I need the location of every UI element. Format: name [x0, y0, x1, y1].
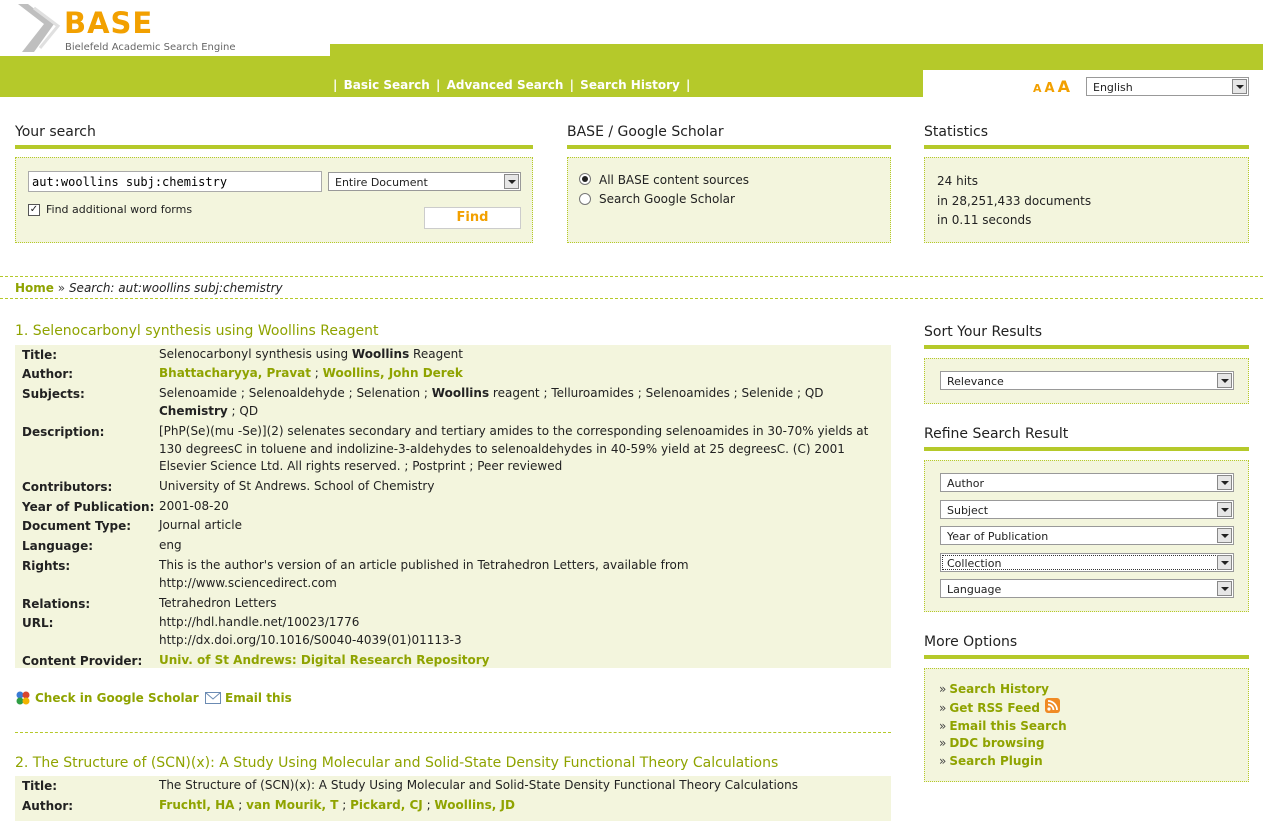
option-search-plugin[interactable]: » Search Plugin — [939, 754, 1043, 768]
breadcrumb-home[interactable]: Home — [15, 281, 54, 295]
main-nav: | Basic Search | Advanced Search | Search History | — [333, 78, 691, 92]
field-value-rights: This is the author's version of an article published in Tetrahedron Letters, available from http://www.sciencedirect.com — [159, 558, 689, 590]
scholar-rule — [567, 145, 891, 149]
breadcrumb-separator: » — [57, 281, 66, 295]
radio-all-sources-label: All BASE content sources — [599, 173, 750, 187]
field-label-title: Title: — [22, 348, 58, 362]
field-value-url — [159, 614, 462, 649]
author-link[interactable]: Woollins, John Derek — [322, 366, 463, 380]
author-link[interactable]: van Mourik, T — [246, 798, 339, 812]
divider — [0, 276, 1263, 277]
radio-google-scholar[interactable] — [579, 193, 591, 205]
field-value-title: The Structure of (SCN)(x): A Study Using Molecular and Solid-State Density Functional Theory Calculations — [159, 778, 798, 792]
chevron-down-icon — [504, 174, 519, 189]
facet-collection-label: Collection — [947, 557, 1002, 570]
search-scope-select[interactable] — [328, 172, 521, 191]
field-label-subjects: Subjects: — [22, 387, 85, 401]
field-value-doctype: Journal article — [159, 518, 242, 532]
search-input[interactable] — [28, 171, 322, 192]
facet-language-select[interactable] — [940, 579, 1234, 598]
breadcrumb-current: Search: aut:woollins subj:chemistry — [68, 281, 283, 295]
facet-language-label: Language — [947, 583, 1002, 596]
font-size-medium[interactable]: A — [1044, 81, 1055, 96]
your-search-rule — [15, 145, 533, 149]
field-value-language: eng — [159, 538, 182, 552]
breadcrumb — [15, 281, 283, 295]
field-value-provider — [159, 652, 489, 670]
language-select-value: English — [1093, 81, 1133, 94]
result-title[interactable]: 2. The Structure of (SCN)(x): A Study Using Molecular and Solid-State Density Functional Theory Calculations — [15, 755, 779, 771]
field-label-author: Author: — [22, 367, 74, 381]
statistics-title: Statistics — [924, 124, 988, 140]
scholar-title: BASE / Google Scholar — [567, 124, 724, 140]
field-label-url: URL: — [22, 616, 54, 630]
field-label-provider: Content Provider: — [22, 654, 143, 668]
author-link[interactable]: Bhattacharyya, Pravat — [159, 366, 311, 380]
facet-subject-select[interactable] — [940, 500, 1234, 519]
author-link[interactable]: Fruchtl, HA — [159, 798, 235, 812]
font-size-control — [1033, 77, 1073, 96]
logo-text[interactable]: BASE — [64, 6, 154, 40]
sort-rule — [924, 345, 1249, 349]
facet-author-label: Author — [947, 477, 985, 490]
font-size-small[interactable]: A — [1033, 82, 1042, 95]
field-label-rights: Rights: — [22, 559, 71, 573]
url-link[interactable]: http://hdl.handle.net/10023/1776 — [159, 615, 360, 629]
more-options-title: More Options — [924, 634, 1018, 650]
author-link[interactable]: Woollins, JD — [434, 798, 515, 812]
nav-basic-search[interactable]: Basic Search — [343, 78, 430, 92]
your-search-title: Your search — [15, 124, 96, 140]
option-ddc-browsing[interactable]: » DDC browsing — [939, 736, 1045, 750]
facet-subject-label: Subject — [947, 504, 989, 517]
email-icon — [205, 692, 221, 704]
divider — [15, 732, 891, 733]
field-value-author: Bhattacharyya, Pravat ; Woollins, John Derek — [159, 366, 463, 380]
word-forms-checkbox[interactable]: ✓ — [29, 204, 39, 215]
search-scope-value: Entire Document — [335, 176, 428, 189]
stat-time: in 0.11 seconds — [937, 213, 1032, 227]
nav-advanced-search[interactable]: Advanced Search — [446, 78, 564, 92]
statistics-rule — [924, 145, 1249, 149]
chevron-down-icon — [1217, 528, 1232, 543]
author-link[interactable]: Pickard, CJ — [350, 798, 423, 812]
chevron-down-icon — [1217, 475, 1232, 490]
base-logo-icon — [14, 2, 64, 54]
refine-title: Refine Search Result — [924, 426, 1069, 442]
field-value-title: Selenocarbonyl synthesis using Woollins Reagent — [159, 347, 463, 361]
more-options-rule — [924, 655, 1249, 659]
option-email-search[interactable]: » Email this Search — [939, 719, 1067, 733]
chevron-down-icon — [1217, 373, 1232, 388]
result-title[interactable]: 1. Selenocarbonyl synthesis using Woollins Reagent — [15, 323, 379, 339]
field-value-subjects: Selenoamide ; Selenoaldehyde ; Selenation ; Woollins reagent ; Telluroamides ; Selenoamides ; Selenide ; QD Chemistry ; QD — [159, 386, 824, 418]
provider-link[interactable]: Univ. of St Andrews: Digital Research Repository — [159, 653, 490, 667]
radio-google-scholar-label: Search Google Scholar — [599, 192, 735, 206]
radio-all-sources[interactable] — [579, 173, 591, 185]
refine-rule — [924, 447, 1249, 451]
chevron-down-icon — [1217, 502, 1232, 517]
field-label-contributors: Contributors: — [22, 480, 113, 494]
option-rss-feed[interactable]: » Get RSS Feed — [939, 701, 1040, 715]
field-label-year: Year of Publication: — [22, 500, 155, 514]
field-label-title: Title: — [22, 779, 58, 793]
field-label-doctype: Document Type: — [22, 519, 132, 533]
rss-icon[interactable] — [1045, 698, 1060, 713]
field-value-contributors: University of St Andrews. School of Chemistry — [159, 479, 435, 493]
field-value-author: Fruchtl, HA ; van Mourik, T ; Pickard, CJ ; Woollins, JD — [159, 798, 515, 812]
facet-year-select[interactable] — [940, 526, 1234, 545]
font-size-large[interactable]: A — [1057, 77, 1070, 96]
find-button[interactable]: Find — [424, 207, 521, 229]
field-label-language: Language: — [22, 539, 94, 553]
field-value-relations: Tetrahedron Letters — [159, 596, 277, 610]
sort-title: Sort Your Results — [924, 324, 1043, 340]
chevron-down-icon — [1232, 79, 1247, 94]
word-forms-label: Find additional word forms — [46, 203, 193, 216]
google-scholar-icon — [15, 690, 31, 706]
option-search-history[interactable]: » Search History — [939, 682, 1049, 696]
check-google-scholar-link[interactable]: Check in Google Scholar — [35, 691, 199, 705]
language-select[interactable] — [1086, 77, 1249, 96]
facet-collection-select[interactable] — [940, 553, 1234, 572]
facet-author-select[interactable] — [940, 473, 1234, 492]
logo-subtitle: Bielefeld Academic Search Engine — [65, 42, 236, 53]
stat-hits: 24 hits — [937, 174, 978, 188]
email-this-link[interactable]: Email this — [225, 691, 292, 705]
nav-search-history[interactable]: Search History — [580, 78, 680, 92]
field-label-description: Description: — [22, 425, 105, 439]
field-label-relations: Relations: — [22, 597, 91, 611]
field-value-year: 2001-08-20 — [159, 499, 229, 513]
chevron-down-icon — [1217, 555, 1232, 570]
stat-documents: in 28,251,433 documents — [937, 194, 1092, 208]
field-value-description: [PhP(Se)(mu -Se)](2) selenates secondary and tertiary amides to the corresponding selenoamides in 30-70% yields at 130 degreesC in toluene and indolizine-3-aldehydes to selenoaldehydes in 40-59% yield at 25 degreesC. (C) 2001 Elsevier Science Ltd. All rights reserved. ; Postprint ; Peer reviewed — [159, 424, 869, 473]
facet-year-label: Year of Publication — [947, 530, 1049, 543]
sort-select-value: Relevance — [947, 375, 1004, 388]
field-label-author: Author: — [22, 799, 74, 813]
chevron-down-icon — [1217, 581, 1232, 596]
divider — [0, 298, 1263, 299]
url-link[interactable]: http://dx.doi.org/10.1016/S0040-4039(01)01113-3 — [159, 632, 462, 647]
sort-select[interactable] — [940, 371, 1234, 390]
your-search-panel — [15, 157, 533, 243]
